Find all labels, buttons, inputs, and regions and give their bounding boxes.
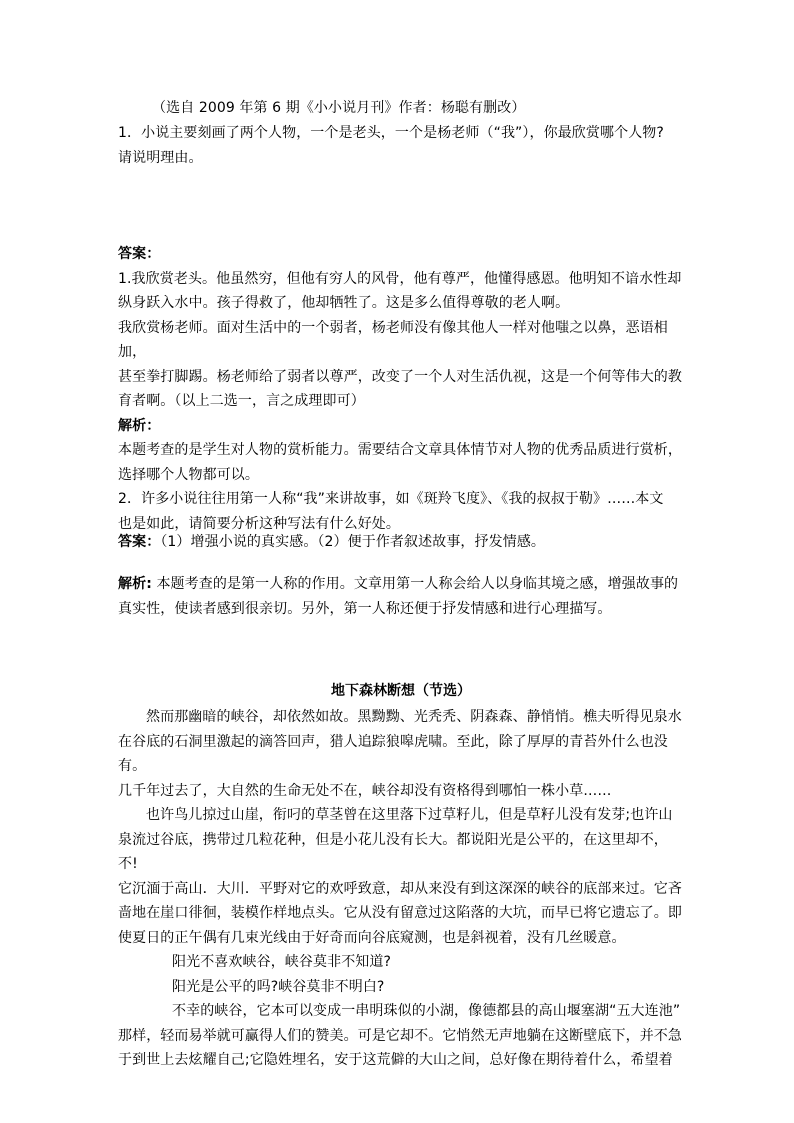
analysis-line: 本题考查的是第一人称的作用。文章用第一人称会给人以身临其境之感，增强故事的	[151, 576, 679, 592]
analysis-line: 真实性，使读者感到很亲切。另外，第一人称还便于抒发情感和进行心理描写。	[118, 600, 612, 617]
answer-line: 我欣赏杨老师。面对生活中的一个弱者，杨老师没有像其他人一样对他嗤之以鼻，恶语相加，	[118, 319, 668, 360]
answer-line: 1.我欣赏老头。他虽然穷，但他有穷人的风骨，他有尊严，他懂得感恩。他明知不谙水性却	[118, 270, 682, 287]
article-line: 几千年过去了，大自然的生命无处不在，峡谷却没有资格得到哪怕一株小草……	[118, 782, 612, 799]
analysis-line: 选择哪个人物都可以。	[118, 466, 259, 483]
answer-line: 纵身跃入水中。孩子得救了，他却牺牲了。这是多么值得尊敬的老人啊。	[118, 295, 570, 311]
article-line: 它沉湎于高山．大川．平野对它的欢呼致意，却从来没有到这深深的峡谷的底部来过。它吝	[118, 880, 682, 897]
article-line: 然而那幽暗的峡谷，却依然如故。黑黝黝、光秃秃、阴森森、静悄悄。樵夫听得见泉水	[146, 709, 682, 725]
article-line: 不幸的峡谷，它本可以变成一串明珠似的小湖，像德都县的高山堰塞湖“五大连池”	[172, 1003, 681, 1019]
answer-line: 甚至拳打脚踢。杨老师给了弱者以尊严，改变了一个人对生活仇视，这是一个何等伟大的教	[118, 368, 682, 385]
article-body	[118, 705, 684, 1073]
article-line: 使夏日的正午偶有几束光线由于好奇而向谷底窥测，也是斜视着，没有几丝暖意。	[118, 929, 626, 946]
analysis-2	[118, 572, 684, 621]
article-line: 于到世上去炫耀自己;它隐姓埋名，安于这荒僻的大山之间，总好像在期待着什么，希望着	[118, 1052, 673, 1068]
article-title: 地下森林断想（节选）	[331, 683, 471, 699]
question-1	[118, 121, 684, 170]
question-1-line: 请说明理由。	[118, 149, 203, 166]
analysis-line: 本题考查的是学生对人物的赏析能力。需要结合文章具体情节对人物的优秀品质进行赏析，	[118, 442, 682, 458]
answer-text: （1）增强小说的真实感。（2）便于作者叙述故事，抒发情感。	[160, 534, 546, 550]
answer-label: 答案：	[118, 534, 161, 550]
article-line: 也许鸟儿掠过山崖，衔叼的草茎曾在这里落下过草籽儿，但是草籽儿没有发芽;也许山	[146, 807, 673, 823]
article-line: 那样，轻而易举就可赢得人们的赞美。可是它却不。它悄然无声地躺在这断壁底下，并不急	[118, 1027, 682, 1044]
answer-line: 育者啊。（以上二选一，言之成理即可）	[118, 393, 365, 409]
analysis-label: 解析：	[118, 417, 161, 434]
article-line: 泉流过谷底，携带过几粒花种，但是小花儿没有长大。都说阳光是公平的，在这里却不，不!	[118, 831, 668, 872]
question-1-line: 1．小说主要刻画了两个人物，一个是老头，一个是杨老师（“我”），你最欣赏哪个人物?	[118, 125, 664, 141]
article-line: 阳光是公平的吗?峡谷莫非不明白?	[172, 978, 385, 995]
question-2-line: 2．许多小说往往用第一人称“我”来讲故事，如《斑羚飞度》、《我的叔叔于勒》……本文	[118, 491, 664, 507]
analysis-label: 解析:	[118, 576, 152, 592]
source-citation: （选自 2009 年第 6 期《小小说月刊》作者：杨聪有删改）	[152, 100, 526, 116]
question-2-line: 也是如此，请简要分析这种写法有什么好处。	[118, 515, 400, 532]
article-line: 啬地在崖口徘徊，装模作样地点头。它从没有留意过这陷落的大坑，而早已将它遗忘了。即	[118, 905, 682, 921]
answer-2	[118, 530, 684, 555]
answer-label: 答案：	[118, 246, 161, 262]
article-line: 阳光不喜欢峡谷，峡谷莫非不知道?	[172, 954, 392, 970]
answer-1	[118, 242, 684, 536]
article-line: 在谷底的石洞里激起的滴答回声，猎人追踪狼嗥虎啸。至此，除了厚厚的青苔外什么也没有。	[118, 733, 668, 774]
